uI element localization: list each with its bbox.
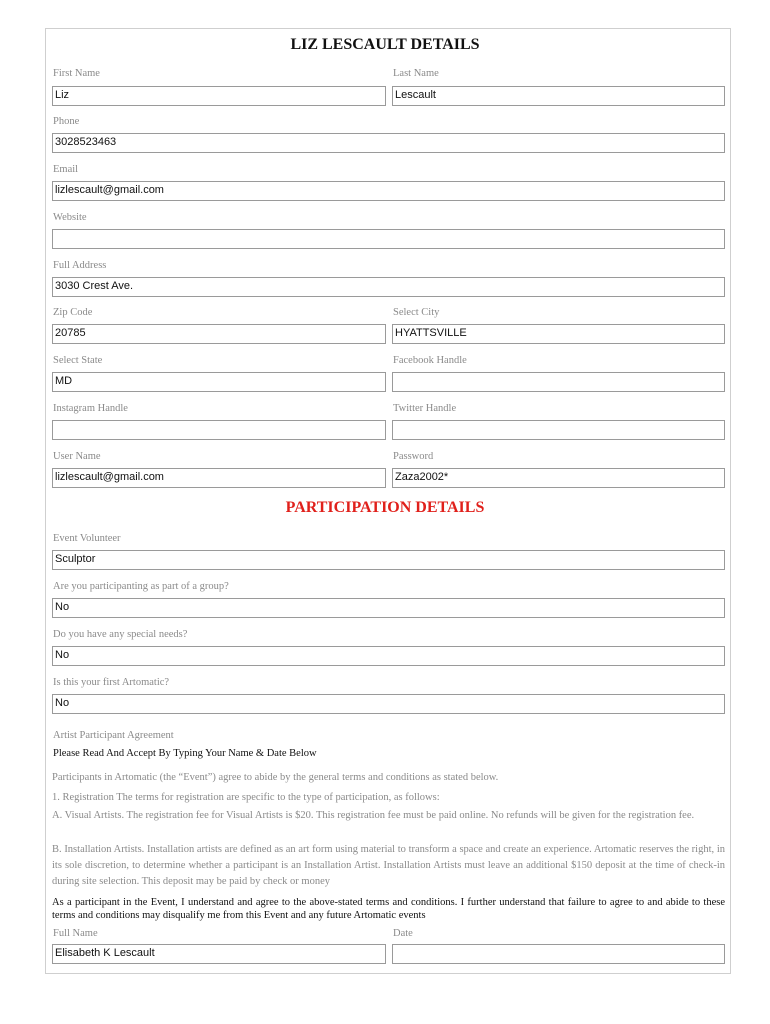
username-field[interactable]: lizlescault@gmail.com [52,468,386,488]
twitter-label: Twitter Handle [393,403,457,414]
first-artomatic-field[interactable]: No [52,694,725,714]
city-label: Select City [393,307,440,318]
volunteer-field[interactable]: Sculptor [52,550,725,570]
volunteer-label: Event Volunteer [53,533,121,544]
group-label: Are you participanting as part of a group? [53,581,229,592]
email-field[interactable]: lizlescault@gmail.com [52,181,725,201]
special-needs-label: Do you have any special needs? [53,629,188,640]
agreement-heading: Artist Participant Agreement [53,730,174,741]
phone-label: Phone [53,116,80,127]
instagram-label: Instagram Handle [53,403,128,414]
username-label: User Name [53,451,101,462]
email-label: Email [53,164,79,175]
last-name-field[interactable]: Lescault [392,86,725,106]
full-name-label: Full Name [53,928,98,939]
address-label: Full Address [53,260,107,271]
city-field[interactable]: HYATTSVILLE [392,324,725,344]
state-label: Select State [53,355,103,366]
special-needs-field[interactable]: No [52,646,725,666]
website-label: Website [53,212,87,223]
first-artomatic-label: Is this your first Artomatic? [53,677,170,688]
website-field[interactable] [52,229,725,249]
address-field[interactable]: 3030 Crest Ave. [52,277,725,297]
zip-field[interactable]: 20785 [52,324,386,344]
first-name-field[interactable]: Liz [52,86,386,106]
participation-title: PARTICIPATION DETAILS [285,499,485,516]
twitter-field[interactable] [392,420,725,440]
agreement-registration: 1. Registration The terms for registration are specific to the type of participation, as follows: [52,792,440,803]
agreement-intro: Participants in Artomatic (the “Event”) agree to abide by the general terms and conditions as stated below. [52,772,499,783]
agreement-acceptance: As a participant in the Event, I understand and agree to the above-stated terms and conditions. I further understand that failure to agree to and abide to these terms and conditions may disqualify me from this Event and any future Artomatic events [52,897,725,921]
date-label: Date [393,928,413,939]
facebook-label: Facebook Handle [393,355,467,366]
agreement-installation-artists: B. Installation Artists. Installation artists are defined as an art form using material to transform a space and create an experience. Artomatic reserves the right, in its sole discretion, to determine whether a participant is an Installation Artist. Installation Artists must leave an additional $150 deposit at the time of check-in during site selection. This deposit may be paid by check or money [52,844,725,887]
last-name-label: Last Name [393,68,439,79]
state-field[interactable]: MD [52,372,386,392]
page-title: LIZ LESCAULT DETAILS [290,36,480,53]
password-field[interactable]: Zaza2002* [392,468,725,488]
phone-field[interactable]: 3028523463 [52,133,725,153]
agreement-instruction: Please Read And Accept By Typing Your Name & Date Below [53,748,317,759]
instagram-field[interactable] [52,420,386,440]
date-field[interactable] [392,944,725,964]
full-name-field[interactable]: Elisabeth K Lescault [52,944,386,964]
facebook-field[interactable] [392,372,725,392]
first-name-label: First Name [53,68,100,79]
zip-label: Zip Code [53,307,93,318]
agreement-visual-artists: A. Visual Artists. The registration fee for Visual Artists is $20. This registration fee must be paid online. No refunds will be given for the registration fee. [52,810,695,821]
password-label: Password [393,451,434,462]
group-field[interactable]: No [52,598,725,618]
